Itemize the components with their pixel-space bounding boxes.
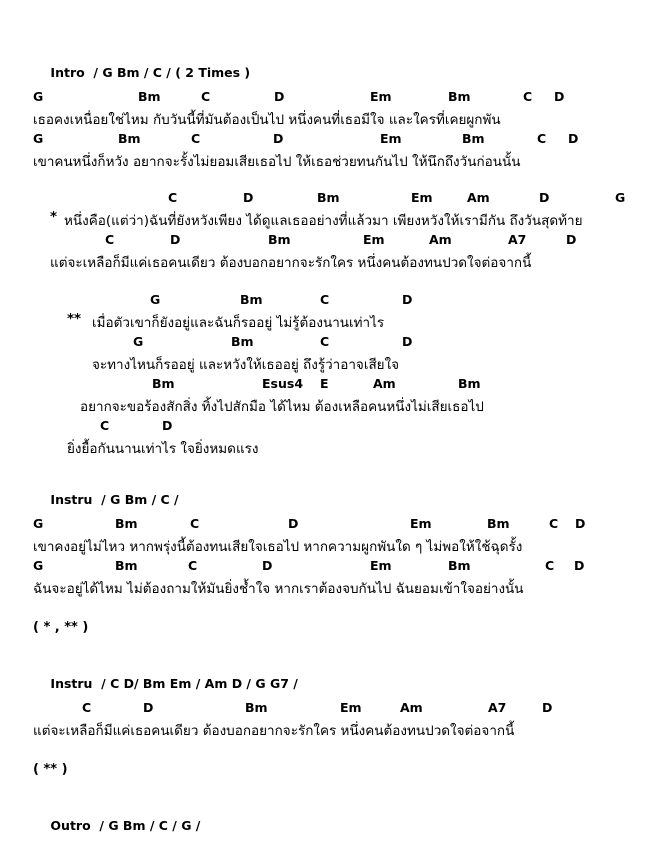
chorus-marker-star: *	[50, 209, 58, 225]
chord: E	[320, 376, 329, 391]
verse1-line1-chordrow	[0, 89, 670, 103]
chord: Bm	[118, 131, 141, 146]
chord: Bm	[268, 232, 291, 247]
chord: D	[274, 89, 285, 104]
chord: Bm	[245, 700, 268, 715]
chord: C	[190, 516, 200, 531]
chord: G	[33, 131, 44, 146]
chorus-doublestar-line2-chordrow	[0, 334, 670, 348]
chord: C	[100, 418, 110, 433]
chord: Bm	[317, 190, 340, 205]
chord: D	[568, 131, 579, 146]
lyric-line: แต่จะเหลือก็มีแค่เธอคนเดียว ต้องบอกอยากจะรักใคร หนึ่งคนต้องทนปวดใจต่อจากนี้	[33, 723, 515, 739]
lyric-line: แต่จะเหลือก็มีแค่เธอคนเดียว ต้องบอกอยากจะรักใคร หนึ่งคนต้องทนปวดใจต่อจากนี้	[50, 255, 532, 271]
chord: Em	[380, 131, 402, 146]
chord: C	[320, 334, 330, 349]
lyric-line: เขาคงอยู่ไม่ไหว หากพรุ่งนี้ต้องทนเสียใจเธอไป หากความผูกพันใด ๆ ไม่พอให้ใช้ฉุดรั้ง	[33, 539, 523, 555]
chord: C	[523, 89, 533, 104]
chord: Bm	[487, 516, 510, 531]
lyric-line: เขาคนหนึ่งก็หวัง อยากจะรั้งไม่ยอมเสียเธอไป ให้เธอช่วยทนกันไป ให้นึกถึงวันก่อนนั้น	[33, 154, 521, 170]
chord: G	[150, 292, 161, 307]
chord: Bm	[138, 89, 161, 104]
chorus-doublestar-line3-chordrow	[0, 376, 670, 390]
chorus-star-line2-chordrow	[0, 232, 670, 246]
chord: Bm	[231, 334, 254, 349]
chord: D	[170, 232, 181, 247]
chord: D	[262, 558, 273, 573]
section-instru-2-spacer	[92, 676, 101, 691]
chord: C	[82, 700, 92, 715]
chorus-doublestar-line4-chordrow	[0, 418, 670, 432]
chord: D	[402, 292, 413, 307]
section-intro-label: Intro	[50, 65, 85, 80]
chord: G	[133, 334, 144, 349]
lyric-line: ฉันจะอยู่ได้ไหม ไม่ต้องถามให้มันยิ่งช้ำใจ หากเราต้องจบกันไป ฉันยอมเข้าใจอย่างนั้น	[33, 581, 524, 597]
refrain-star-doublestar: ( * , ** )	[33, 620, 89, 635]
verse2-line2-chordrow	[0, 558, 670, 572]
chord: Bm	[462, 131, 485, 146]
chord: Bm	[448, 89, 471, 104]
chord: D	[402, 334, 413, 349]
chord: D	[273, 131, 284, 146]
chord: D	[162, 418, 173, 433]
chord: D	[542, 700, 553, 715]
lyric-line: หนึ่งคือ(แต่ว่า)ฉันที่ยังหวังเพียง ได้ดูแลเธออย่างที่แล้วมา เพียงหวังให้เรามีกัน ถึงวันสุดท้าย	[64, 213, 583, 229]
chord: C	[105, 232, 115, 247]
chord: Em	[363, 232, 385, 247]
section-outro-progression: / G Bm / C / G /	[99, 818, 201, 833]
chord: Am	[400, 700, 423, 715]
chord: G	[615, 190, 626, 205]
chord: Bm	[458, 376, 481, 391]
section-outro	[33, 803, 200, 848]
lyric-line: อยากจะขอร้องสักสิ่ง ทิ้งไปสักมือ ได้ไหม ต้องเหลือคนหนึ่งไม่เสียเธอไป	[80, 399, 484, 415]
chord: D	[575, 516, 586, 531]
section-instru-1-label: Instru	[50, 492, 93, 507]
chord: C	[549, 516, 559, 531]
section-instru-2-label: Instru	[50, 676, 93, 691]
refrain-doublestar: ( ** )	[33, 762, 68, 777]
chord: Bm	[448, 558, 471, 573]
chord: Am	[467, 190, 490, 205]
chord: D	[574, 558, 585, 573]
verse2-line1-chordrow	[0, 516, 670, 530]
chord: C	[201, 89, 211, 104]
chord: D	[288, 516, 299, 531]
chord: C	[188, 558, 198, 573]
chord: Em	[410, 516, 432, 531]
chord: G	[33, 516, 44, 531]
chord: D	[554, 89, 565, 104]
chord: G	[33, 89, 44, 104]
chorus-repeat-chordrow	[0, 700, 670, 714]
section-intro-progression: / G Bm / C / ( 2 Times )	[93, 65, 251, 80]
chord: C	[168, 190, 178, 205]
chord: C	[191, 131, 201, 146]
chord: D	[243, 190, 254, 205]
chord: Am	[429, 232, 452, 247]
lyric-line: เธอคงเหนื่อยใช่ไหม กับวันนี้ที่มันต้องเป็นไป หนึ่งคนที่เธอมีใจ และใครที่เคยผูกพัน	[33, 112, 501, 128]
chord: C	[537, 131, 547, 146]
chord: D	[539, 190, 550, 205]
section-outro-label: Outro	[50, 818, 91, 833]
lyric-line: ยิ่งยื้อกันนานเท่าไร ใจยิ่งหมดแรง	[67, 441, 259, 457]
chord: D	[566, 232, 577, 247]
chord: Em	[370, 89, 392, 104]
chord: Em	[340, 700, 362, 715]
chorus-star-line1-chordrow	[0, 190, 670, 204]
chord: Em	[370, 558, 392, 573]
chord: Bm	[240, 292, 263, 307]
lyric-line: เมื่อตัวเขาก็ยังอยู่และฉันก็รออยู่ ไม่รู้ต้องนานเท่าไร	[92, 315, 385, 331]
chord: Am	[373, 376, 396, 391]
chord: Bm	[152, 376, 175, 391]
chord: Esus4	[262, 376, 304, 391]
chord: A7	[488, 700, 507, 715]
chord: Bm	[115, 558, 138, 573]
chord: Em	[411, 190, 433, 205]
section-instru-2-progression: / C D/ Bm Em / Am D / G G7 /	[101, 676, 298, 691]
chord: Bm	[115, 516, 138, 531]
chorus-doublestar-line1-chordrow	[0, 292, 670, 306]
lyric-line: จะทางไหนก็รออยู่ และหวังให้เธออยู่ ถึงรู้ว่าอาจเสียใจ	[92, 357, 400, 373]
chord: G	[33, 558, 44, 573]
section-instru-1-progression: / G Bm / C /	[101, 492, 179, 507]
chord: A7	[508, 232, 527, 247]
chord: D	[143, 700, 154, 715]
chorus-marker-double-star: **	[67, 311, 82, 327]
chord: C	[320, 292, 330, 307]
verse1-line2-chordrow	[0, 131, 670, 145]
section-instru-1-spacer	[92, 492, 101, 507]
chord: C	[545, 558, 555, 573]
